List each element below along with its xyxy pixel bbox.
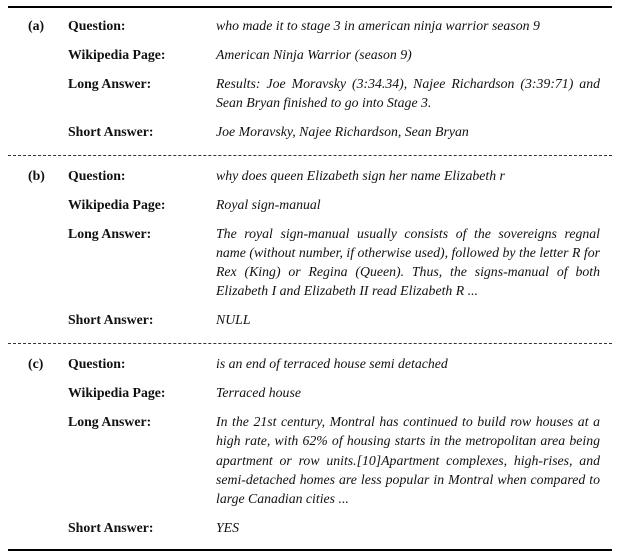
example-label-spacer	[28, 122, 68, 141]
example-label-spacer	[28, 412, 68, 507]
field-value: In the 21st century, Montral has continued to build row houses at a high rate, with 62% of housing starts in the metropolitan area being apartment or row units.[10]Apartment complexes, high-rises, and semi-detached homes are less popular in Montral when compared to large Canadian cities ...	[216, 414, 600, 506]
field-value: why does queen Elizabeth sign her name Elizabeth r	[216, 168, 505, 184]
table-row	[28, 16, 606, 35]
field-label: Wikipedia Page:	[68, 197, 166, 213]
example-label-spacer	[28, 45, 68, 64]
field-value: Results: Joe Moravsky (3:34.34), Najee Richardson (3:39:71) and Sean Bryan finished to go into Stage 3.	[216, 76, 600, 111]
field-label: Question:	[68, 356, 126, 372]
example-label-spacer	[28, 383, 68, 402]
field-label: Wikipedia Page:	[68, 47, 166, 63]
table-row	[28, 383, 606, 402]
example-label: (a)	[28, 18, 45, 33]
field-label: Question:	[68, 18, 126, 33]
example-section-b	[8, 158, 612, 341]
field-label: Long Answer:	[68, 76, 152, 92]
field-value: American Ninja Warrior (season 9)	[216, 47, 412, 63]
table-row	[28, 74, 606, 112]
section-divider-dashed	[8, 343, 612, 344]
field-label: Long Answer:	[68, 414, 152, 430]
field-value: Royal sign-manual	[216, 197, 321, 213]
field-label: Short Answer:	[68, 312, 154, 328]
table-row	[28, 310, 606, 329]
table-row	[28, 166, 606, 185]
field-label: Short Answer:	[68, 519, 154, 535]
field-value: The royal sign-manual usually consists of the sovereigns regnal name (without number, if otherwise used), followed by the letter R for Rex (King) or Regina (Queen). Thus, the signs-manual of both Elizabeth I and Elizabeth II read Elizabeth R ...	[216, 226, 600, 299]
table-row	[28, 195, 606, 214]
field-value: who made it to stage 3 in american ninja warrior season 9	[216, 18, 540, 33]
example-label: (c)	[28, 356, 44, 372]
table-row	[28, 518, 606, 537]
table-row	[28, 122, 606, 141]
example-label: (b)	[28, 168, 45, 184]
field-value: Terraced house	[216, 385, 301, 401]
example-section-a	[8, 8, 612, 153]
field-value: NULL	[216, 312, 251, 328]
example-label-spacer	[28, 195, 68, 214]
example-section-c	[8, 346, 612, 548]
table-row	[28, 224, 606, 300]
field-label: Short Answer:	[68, 124, 154, 140]
table-row	[28, 412, 606, 507]
field-value: YES	[216, 519, 239, 535]
example-label-spacer	[28, 74, 68, 112]
example-label-spacer	[28, 310, 68, 329]
table-row	[28, 45, 606, 64]
example-label-spacer	[28, 224, 68, 300]
field-value: is an end of terraced house semi detached	[216, 356, 448, 372]
field-label: Wikipedia Page:	[68, 385, 166, 401]
example-label-spacer	[28, 518, 68, 537]
field-label: Question:	[68, 168, 126, 184]
table-row	[28, 354, 606, 373]
field-value: Joe Moravsky, Najee Richardson, Sean Bryan	[216, 124, 469, 140]
section-divider-dashed	[8, 155, 612, 156]
field-label: Long Answer:	[68, 226, 152, 242]
